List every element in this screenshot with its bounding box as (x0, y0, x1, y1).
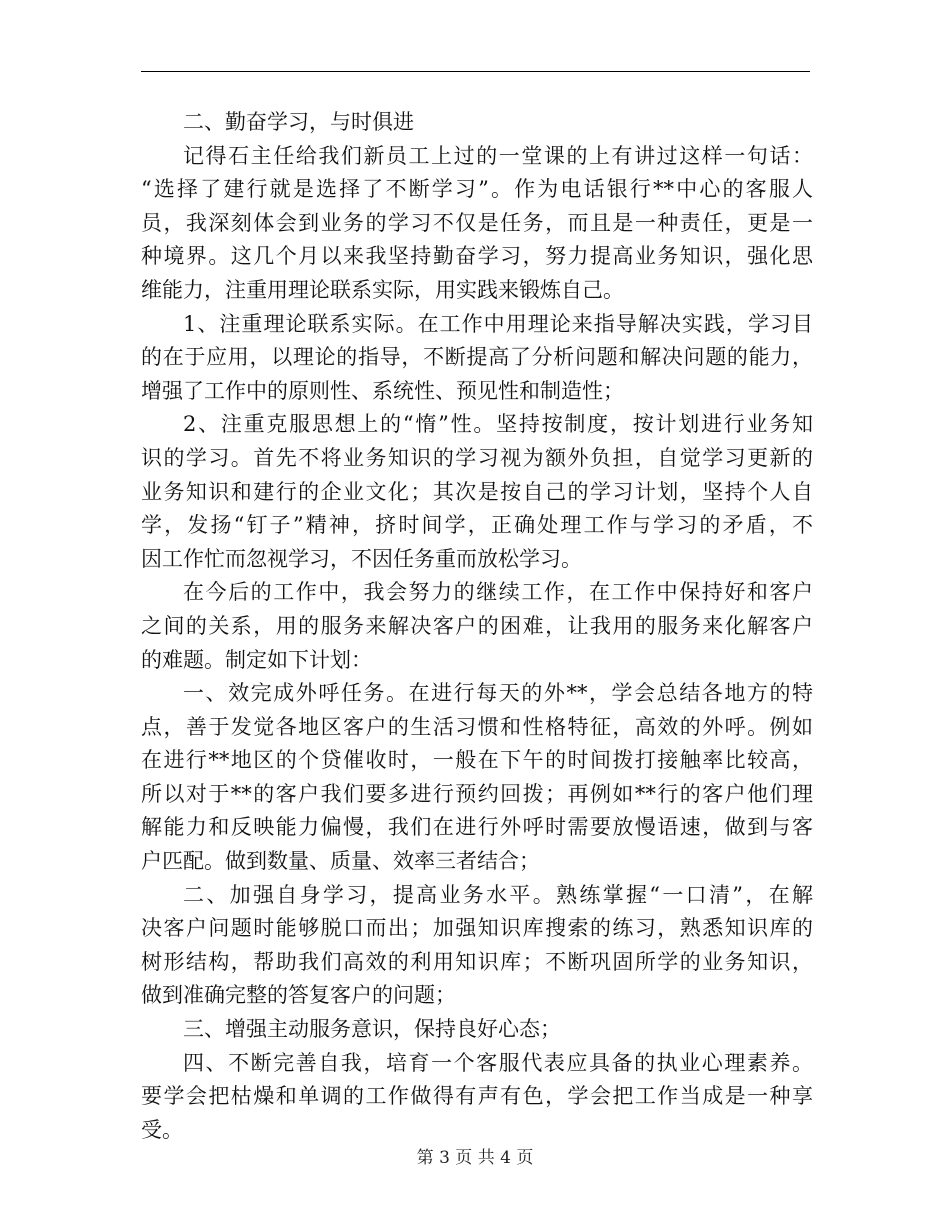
text-line: 增强了工作中的原则性、系统性、预见性和制造性； (141, 378, 624, 403)
header-rule (141, 71, 810, 72)
text-line: 受。 (141, 1117, 183, 1142)
text-line: 户匹配。做到数量、质量、效率三者结合； (141, 849, 540, 874)
text-line: 四、不断完善自我，培育一个客服代表应具备的执业心理素养。 (183, 1050, 813, 1075)
document-body (141, 106, 813, 1147)
text-line: 点，善于发觉各地区客户的生活习惯和性格特征，高效的外呼。例如 (141, 714, 813, 739)
text-line: 之间的关系，用的服务来解决客户的困难，让我用的服务来化解客户 (141, 613, 813, 638)
text-line: “选择了建行就是选择了不断学习”。作为电话银行**中心的客服人 (141, 177, 813, 202)
text-line: 业务知识和建行的企业文化；其次是按自己的学习计划，坚持个人自 (141, 479, 813, 504)
text-line: 做到准确完整的答复客户的问题； (141, 983, 456, 1008)
text-line: 2、注重克服思想上的“惰”性。坚持按制度，按计划进行业务知 (183, 412, 813, 437)
text-line: 的难题。制定如下计划： (141, 647, 372, 672)
paragraph (141, 576, 813, 677)
text-line: 种境界。这几个月以来我坚持勤奋学习，努力提高业务知识，强化思 (141, 244, 813, 269)
paragraph (141, 106, 813, 140)
paragraph (141, 677, 813, 879)
text-line: 的在于应用，以理论的指导，不断提高了分析问题和解决问题的能力， (141, 345, 813, 370)
text-line: 记得石主任给我们新员工上过的一堂课的上有讲过这样一句话： (183, 143, 813, 168)
text-line: 在今后的工作中，我会努力的继续工作，在工作中保持好和客户 (183, 580, 813, 605)
paragraph (141, 879, 813, 1013)
text-line: 三、增强主动服务意识，保持良好心态； (183, 1017, 561, 1042)
text-line: 学，发扬“钉子”精神，挤时间学，正确处理工作与学习的矛盾，不 (141, 513, 813, 538)
paragraph (141, 1013, 813, 1047)
paragraph (141, 1047, 813, 1148)
page-footer (0, 1147, 950, 1169)
text-line: 在进行**地区的个贷催收时，一般在下午的时间拨打接触率比较高， (141, 748, 813, 773)
text-line: 所以对于**的客户我们要多进行预约回拨；再例如**行的客户他们理 (141, 781, 813, 806)
text-line: 因工作忙而忽视学习，不因任务重而放松学习。 (141, 546, 582, 571)
text-line: 1、注重理论联系实际。在工作中用理论来指导解决实践，学习目 (183, 311, 813, 336)
text-line: 维能力，注重用理论联系实际，用实践来锻炼自己。 (141, 277, 624, 302)
paragraph (141, 308, 813, 409)
page-number-label: 第 3 页 共 4 页 (416, 1148, 534, 1168)
text-line: 决客户问题时能够脱口而出；加强知识库搜索的练习，熟悉知识库的 (141, 916, 813, 941)
text-line: 树形结构，帮助我们高效的利用知识库；不断巩固所学的业务知识， (141, 949, 813, 974)
text-line: 识的学习。首先不将业务知识的学习视为额外负担，自觉学习更新的 (141, 445, 813, 470)
text-line: 二、加强自身学习，提高业务水平。熟练掌握“一口清”，在解 (183, 882, 813, 907)
text-line: 二、勤奋学习，与时俱进 (183, 110, 414, 134)
text-line: 一、效完成外呼任务。在进行每天的外**，学会总结各地方的特 (183, 681, 813, 706)
text-line: 解能力和反映能力偏慢，我们在进行外呼时需要放慢语速，做到与客 (141, 815, 813, 840)
paragraph (141, 408, 813, 576)
text-line: 员，我深刻体会到业务的学习不仅是任务，而且是一种责任，更是一 (141, 210, 813, 235)
text-line: 要学会把枯燥和单调的工作做得有声有色，学会把工作当成是一种享 (141, 1084, 813, 1109)
paragraph (141, 140, 813, 308)
